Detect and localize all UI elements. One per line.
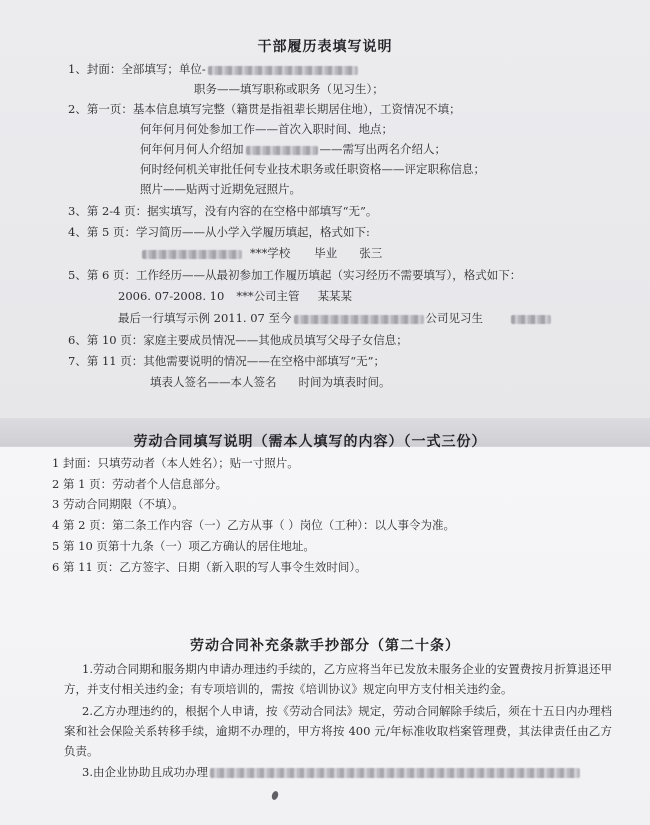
redacted-text [294, 315, 424, 324]
supplement-paragraph-1: 1.劳动合同期和服务期内申请办理违约手续的，乙方应将当年已发放未服务企业的安置费按月折算退还甲方，并支付相关违约金；有专项培训的，需按《培训协议》规定向甲方支付相关违约金。 [64, 662, 612, 696]
item-7-page-11: 7、第 11 页：其他需要说明的情况——在空格中部填写“无”； [68, 354, 386, 368]
contract-item-1: 1 封面：只填劳动者（本人姓名）；贴一寸照片。 [52, 456, 299, 470]
redacted-text [511, 315, 551, 324]
resume-instructions-title: 干部履历表填写说明 [257, 39, 393, 55]
item-4-example: ***学校 毕业 张三 [140, 245, 382, 261]
item-5-example-1: 2006. 07-2008. 10 ***公司主管 某某某 [118, 289, 353, 303]
ink-smudge [271, 790, 280, 801]
supplement-paragraph-2: 2.乙方办理违约的，根据个人申请，按《劳动合同法》规定，劳动合同解除手续后，须在十五日内办理档案和社会保险关系转移手续，逾期不办理的，甲方将按 400 元/年标准收取档案管理费，其法律责任由乙方负责。 [64, 704, 612, 758]
supplement-paragraph-3: 3.由企业协助且成功办理 [82, 764, 582, 780]
item-2-photo: 照片——贴两寸近期免冠照片。 [140, 182, 301, 196]
item-1-position: 职务——填写职称或职务（见习生）； [194, 82, 384, 96]
item-3-pages-2-4: 3、第 2-4 页：据实填写，没有内容的在空格中部填写“无”。 [68, 204, 378, 218]
contract-item-5: 5 第 10 页第十九条（一）项乙方确认的居住地址。 [52, 539, 315, 553]
supplement-clause-title: 劳动合同补充条款手抄部分（第二十条） [190, 638, 460, 654]
item-2-title-approval: 何时经何机关审批任何专业技术职务或任职资格——评定职称信息； [140, 162, 485, 176]
item-1-cover: 1、封面：全部填写；单位- [68, 61, 360, 77]
contract-item-3: 3 劳动合同期限（不填）。 [52, 497, 184, 511]
contract-item-4: 4 第 2 页：第二条工作内容（一）乙方从事（ ）岗位（工种）：以人事令为准。 [52, 518, 456, 532]
page-sheet-bottom [0, 434, 650, 825]
contract-item-6: 6 第 11 页：乙方签字、日期（新入职的写人事令生效时间）。 [52, 560, 367, 574]
redacted-text [210, 768, 580, 778]
item-2-introducer: 何年何月何人介绍加 ——需写出两名介绍人； [140, 142, 446, 156]
redacted-text [246, 146, 318, 155]
item-2-work-start: 何年何月何处参加工作——首次入职时间、地点； [140, 122, 393, 136]
item-5-example-last: 最后一行填写示例 2011. 07 至今 公司见习生 [118, 310, 553, 326]
item-2-first-page: 2、第一页：基本信息填写完整（籍贯是指祖辈长期居住地），工资情况不填； [68, 102, 461, 116]
item-6-page-10: 6、第 10 页：家庭主要成员情况——其他成员填写父母子女信息； [68, 333, 408, 347]
redacted-text [208, 66, 358, 75]
contract-item-2: 2 第 1 页：劳动者个人信息部分。 [52, 477, 228, 491]
item-7-signature: 填表人签名——本人签名 时间为填表时间。 [150, 375, 391, 389]
item-5-page-6: 5、第 6 页：工作经历——从最初参加工作履历填起（实习经历不需要填写），格式如下： [68, 268, 522, 282]
redacted-text [142, 250, 242, 259]
item-4-page-5: 4、第 5 页：学习简历——从小学入学履历填起，格式如下: [68, 225, 370, 239]
contract-instructions-title: 劳动合同填写说明（需本人填写的内容）（一式三份） [133, 434, 487, 450]
